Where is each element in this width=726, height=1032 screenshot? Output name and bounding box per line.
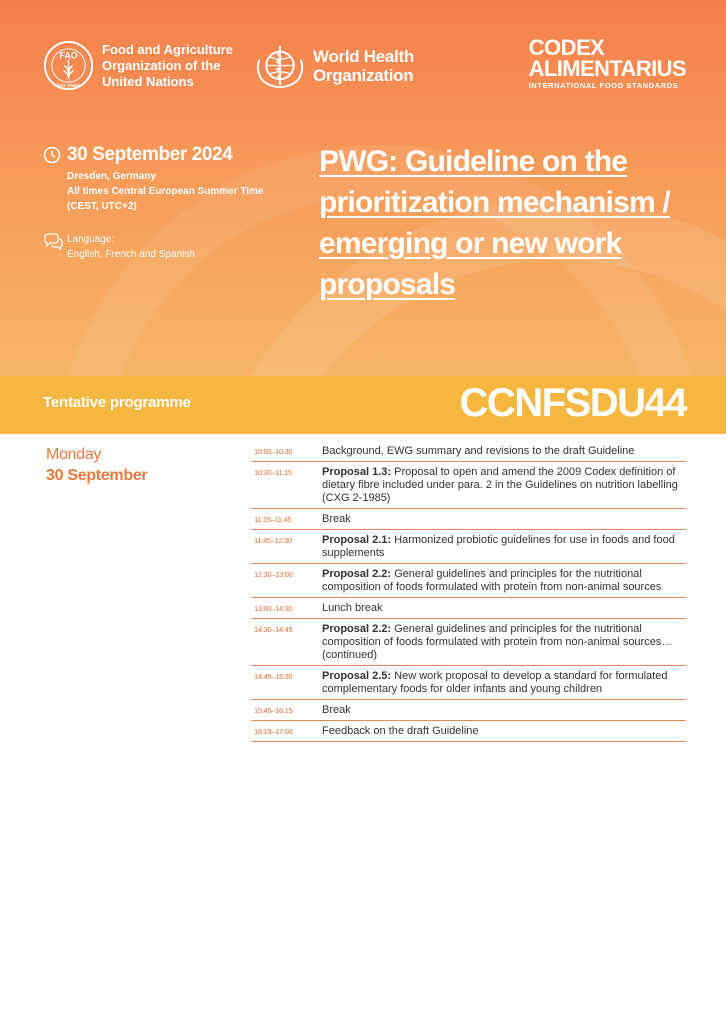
schedule-row xyxy=(251,721,686,742)
day-date: 30 September xyxy=(46,467,148,484)
item-cell: Proposal 1.3: Proposal to open and amend the 2009 Codex definition of dietary fibre included under para. 2 in the Guidelines on nutrition labelling (CXG 2-1985) xyxy=(322,466,678,504)
who-logo xyxy=(251,40,423,91)
logo-strip xyxy=(43,35,686,92)
event-location: Dresden, Germany xyxy=(67,171,156,182)
time-cell: 10:00–10:30 xyxy=(254,447,293,456)
fao-emblem-icon xyxy=(43,40,94,91)
hero-banner xyxy=(0,0,726,376)
time-cell: 15:45–16:15 xyxy=(254,706,293,715)
day-name: Monday xyxy=(46,446,102,463)
time-cell: 14:45–15:30 xyxy=(254,672,293,681)
who-emblem-icon xyxy=(251,40,309,91)
event-meta xyxy=(43,144,264,262)
schedule-row xyxy=(251,462,686,509)
item-cell: Proposal 2.5: New work proposal to develop a standard for formulated complementary foods for older infants and young children xyxy=(322,670,668,695)
time-note: All times Central European Summer Time xyxy=(67,186,264,197)
schedule-row xyxy=(251,700,686,721)
time-cell: 13:00–14:30 xyxy=(254,604,293,613)
day-heading xyxy=(46,445,147,487)
session-code: CCNFSDU44 xyxy=(459,381,686,425)
item-cell: Break xyxy=(322,704,351,716)
item-cell: Break xyxy=(322,513,351,525)
language-list: English, French and Spanish xyxy=(67,249,195,260)
codex-logo: CODEX ALIMENTARIUS INTERNATIONAL FOOD STANDARDS xyxy=(528,35,686,90)
event-date: 30 September 2024 xyxy=(67,144,233,165)
schedule-row xyxy=(251,666,686,700)
event-title: PWG: Guideline on the prioritization mechanism / emerging or new work proposals xyxy=(319,145,670,301)
schedule-row xyxy=(251,564,686,598)
schedule-row xyxy=(251,619,686,666)
schedule-row xyxy=(251,530,686,564)
schedule-table xyxy=(251,441,686,742)
time-cell: 14:30–14:45 xyxy=(254,625,293,634)
item-cell: Proposal 2.1: Harmonized probiotic guidelines for use in foods and food supplements xyxy=(322,534,675,559)
item-cell: Lunch break xyxy=(322,602,383,614)
fao-logo-letters: FAO xyxy=(59,50,78,61)
language-label: Language: xyxy=(67,234,115,245)
programme-label: Tentative programme xyxy=(43,394,191,411)
item-cell: Background, EWG summary and revisions to the draft Guideline xyxy=(322,445,635,457)
clock-icon xyxy=(43,146,61,164)
schedule-row xyxy=(251,441,686,462)
item-cell: Proposal 2.2: General guidelines and principles for the nutritional composition of foods formulated with protein from non-animal sources xyxy=(322,568,662,593)
schedule-row xyxy=(251,509,686,530)
time-cell: 11:45–12:30 xyxy=(254,536,292,545)
fao-logo-motto: FIAT PANIS xyxy=(56,83,81,89)
schedule-row xyxy=(251,598,686,619)
programme-band xyxy=(0,376,726,434)
time-cell: 10:30–11:15 xyxy=(254,468,292,477)
fao-name: Food and Agriculture Organization of the United Nations xyxy=(102,41,233,89)
who-name: World Health Organization xyxy=(313,46,414,85)
time-cell: 12:30–13:00 xyxy=(254,570,293,579)
fao-logo xyxy=(43,40,237,91)
time-cell: 16:15–17:00 xyxy=(254,727,293,736)
time-zone: (CEST, UTC+2) xyxy=(67,201,137,212)
speech-bubbles-icon xyxy=(43,233,63,251)
item-cell: Feedback on the draft Guideline xyxy=(322,725,479,737)
item-cell: Proposal 2.2: General guidelines and principles for the nutritional composition of foods formulated with protein from non-animal sources… (continued) xyxy=(322,623,673,661)
time-cell: 11:15–11:45 xyxy=(254,515,292,524)
